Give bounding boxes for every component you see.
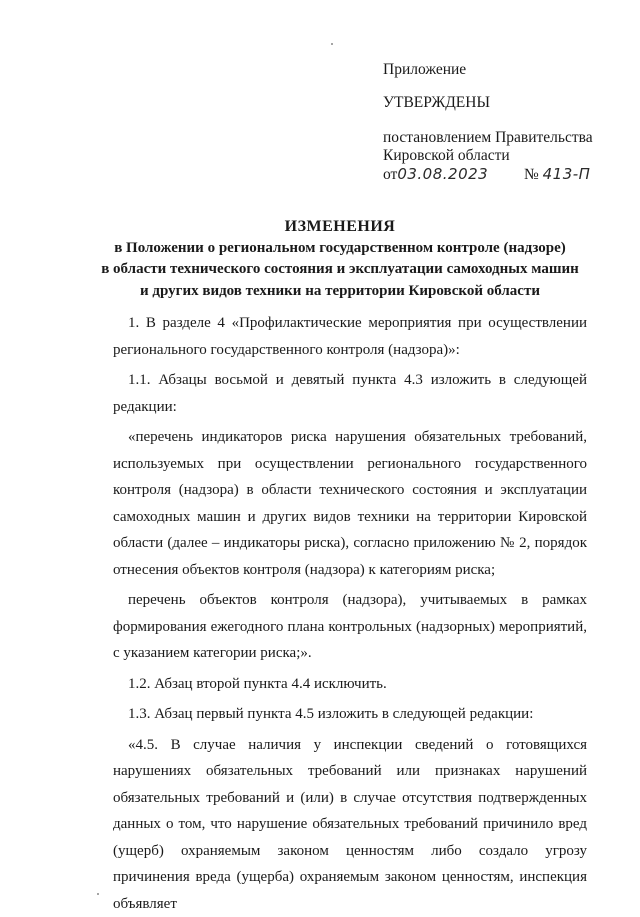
decree-line-1: постановлением Правительства <box>383 129 633 147</box>
date-prefix: от <box>383 166 397 183</box>
approved-label: УТВЕРЖДЕНЫ <box>383 93 633 113</box>
title-line-4: и других видов техники на территории Кировской области <box>60 281 620 303</box>
number-prefix: № <box>524 166 539 183</box>
scan-speck <box>97 893 99 895</box>
paragraph-1-3: 1.3. Абзац первый пункта 4.5 изложить в следующей редакции: <box>113 701 587 728</box>
paragraph-1: 1. В разделе 4 «Профилактические мероприятия при осуществлении регионального государственного контроля (надзора)»: <box>113 310 587 363</box>
decree-line-2: Кировской области <box>383 147 633 165</box>
paragraph-quote-2: перечень объектов контроля (надзора), учитываемых в рамках формирования ежегодного плана контрольных (надзорных) мероприятий, с указанием категории риска;». <box>113 587 587 667</box>
document-body <box>113 310 587 917</box>
appendix-label: Приложение <box>383 60 633 80</box>
paragraph-quote-1: «перечень индикаторов риска нарушения обязательных требований, используемых при осуществлении регионального государственного контроля (надзора) в области технического состояния и эксплуатации самоходных машин и других видов техники на территории Кировской области (далее – индикаторы риска), согласно приложению № 2, порядок отнесения объектов контроля (надзора) к категориям риска; <box>113 424 587 583</box>
document-title <box>60 216 620 302</box>
date-number-line <box>383 165 633 184</box>
title-line-2: в Положении о региональном государственном контроле (надзоре) <box>60 238 620 260</box>
scan-speck <box>331 43 333 45</box>
number-handwritten: 413-П <box>543 165 591 183</box>
date-handwritten: 03.08.2023 <box>397 165 488 183</box>
title-line-1: ИЗМЕНЕНИЯ <box>60 216 620 238</box>
paragraph-1-1: 1.1. Абзацы восьмой и девятый пункта 4.3 изложить в следующей редакции: <box>113 367 587 420</box>
paragraph-1-2: 1.2. Абзац второй пункта 4.4 исключить. <box>113 671 587 698</box>
paragraph-quote-3: «4.5. В случае наличия у инспекции сведений о готовящихся нарушениях обязательных требований или признаках нарушений обязательных требований и (или) в случае отсутствия подтвержденных данных о том, что нарушение обязательных требований причинило вред (ущерб) охраняемым законом ценностям либо создало угрозу причинения вреда (ущерба) охраняемым законом ценностям, инспекция объявляет <box>113 732 587 917</box>
title-line-3: в области технического состояния и эксплуатации самоходных машин <box>60 259 620 281</box>
approval-block <box>383 60 633 184</box>
